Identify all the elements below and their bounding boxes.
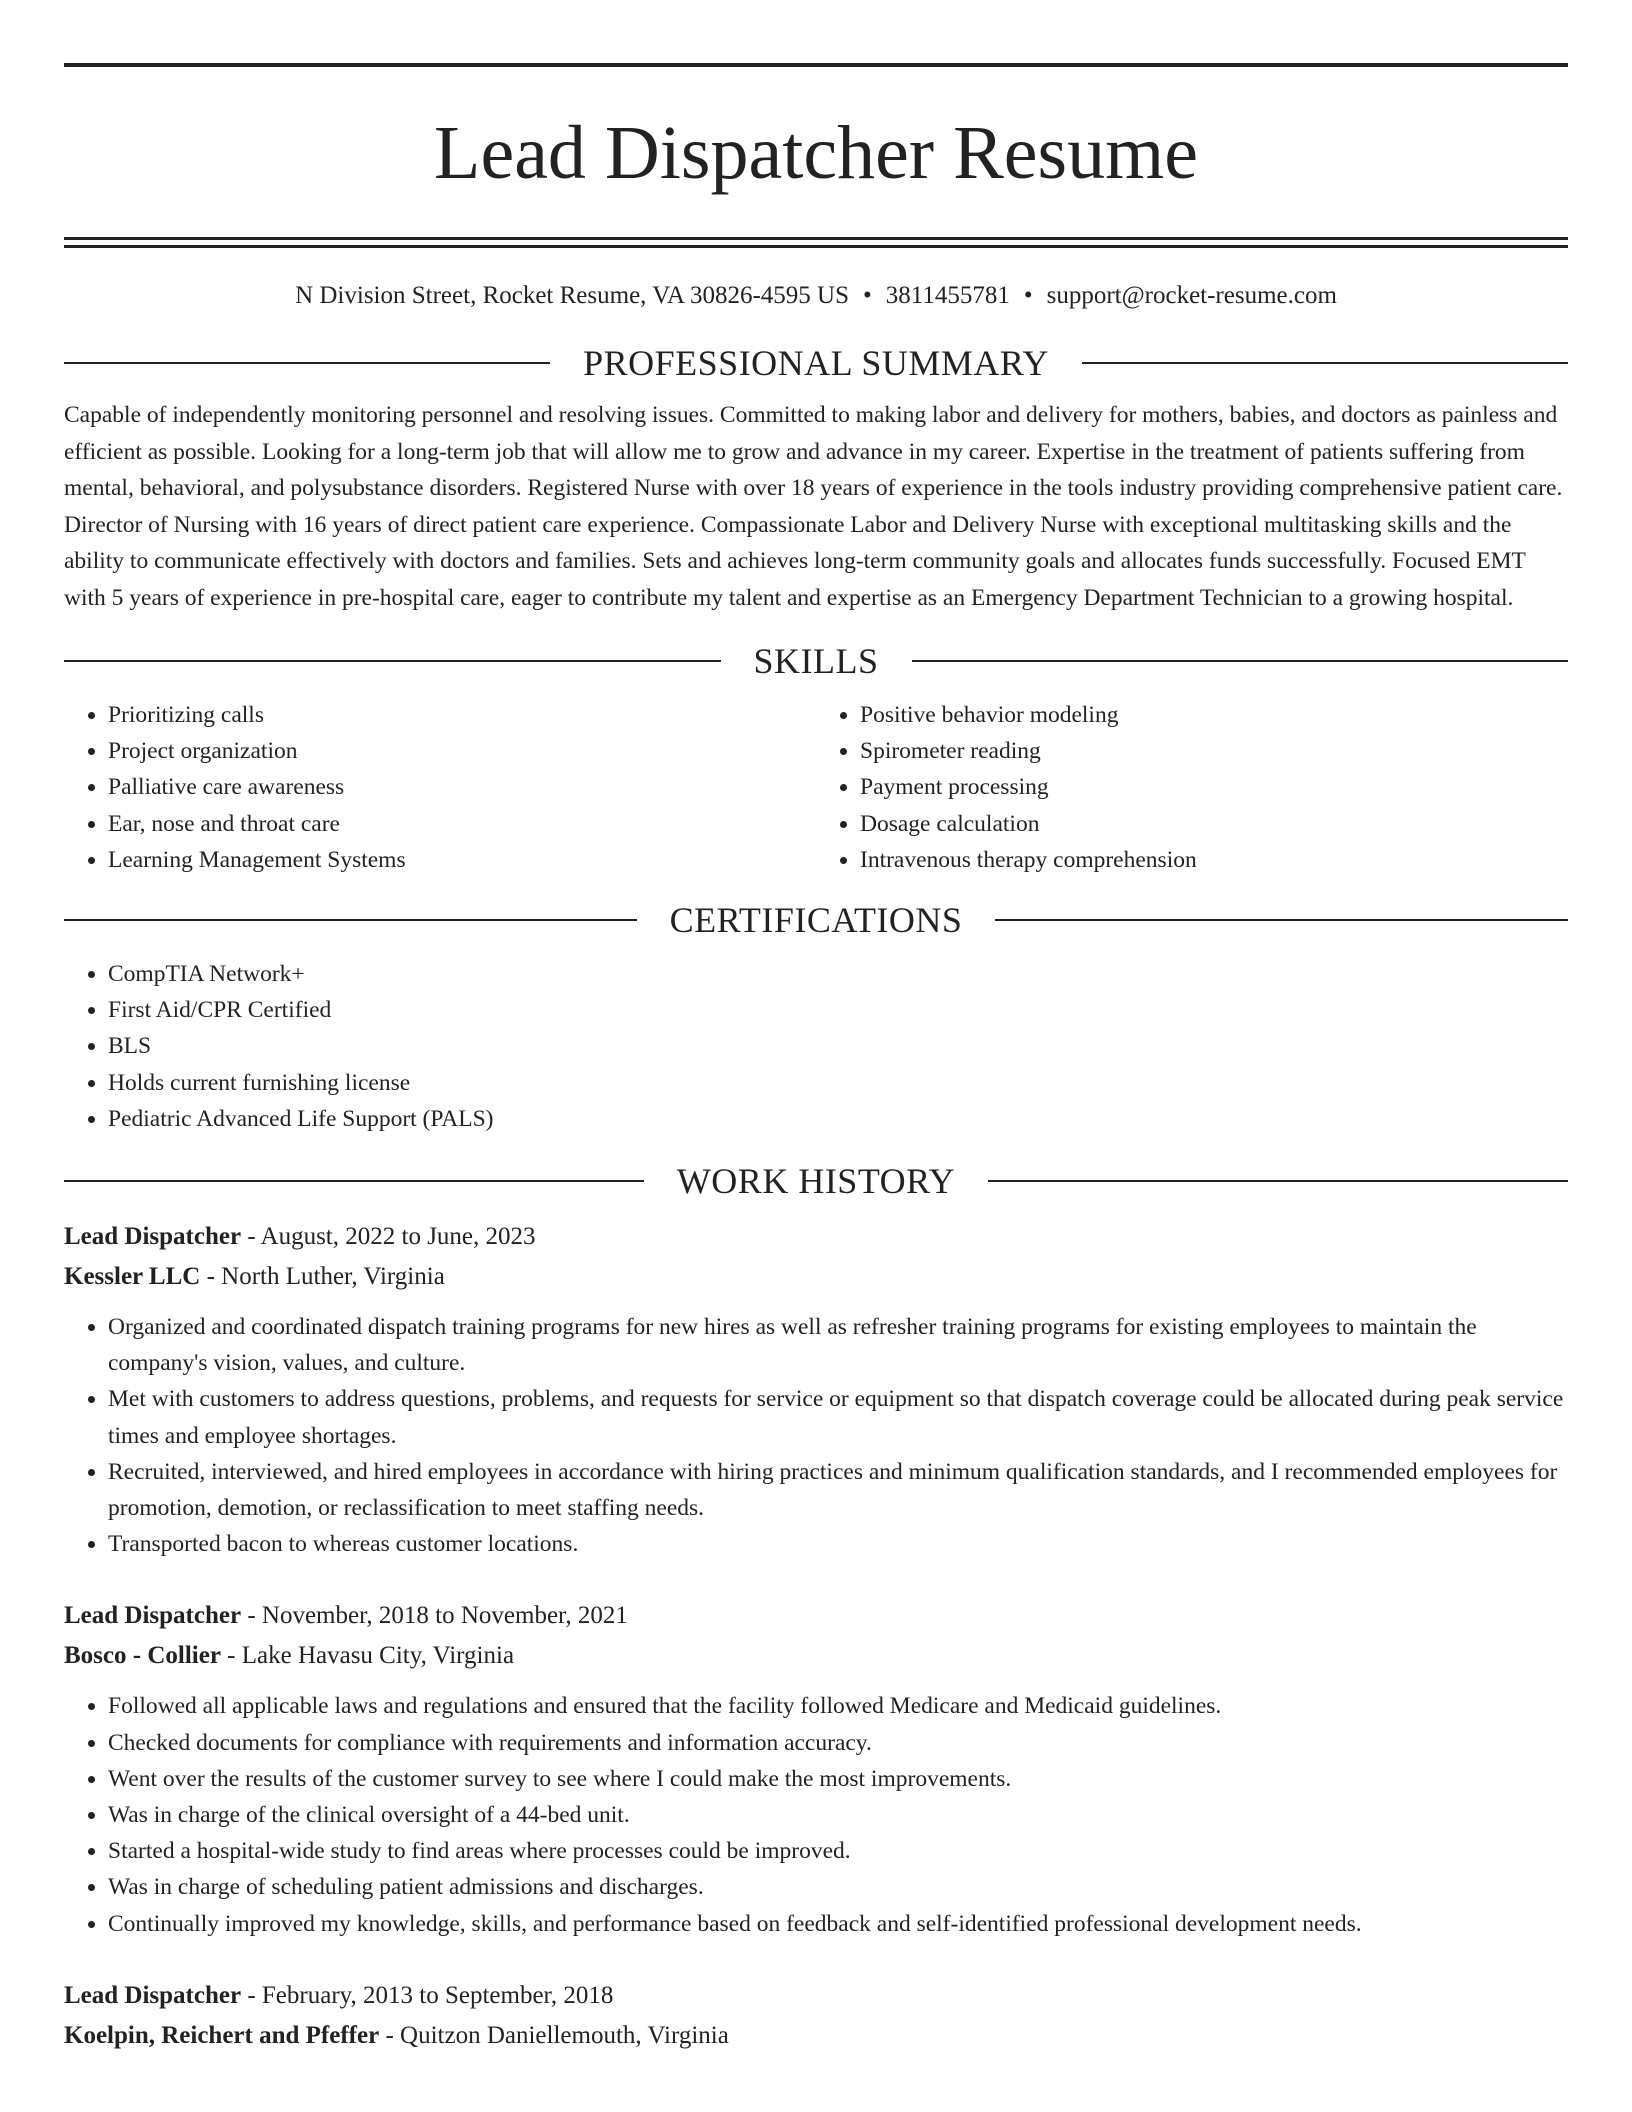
section-rule-right xyxy=(912,660,1569,662)
list-item: • Was in charge of the clinical oversight of a 44-bed unit. xyxy=(108,1797,1568,1833)
job-title-line xyxy=(64,1596,1568,1636)
job-location: - Lake Havasu City, Virginia xyxy=(220,1642,515,1670)
job-title: Lead Dispatcher xyxy=(64,1981,242,2009)
job-dates: - August, 2022 to June, 2023 xyxy=(241,1223,536,1251)
list-item: • CompTIA Network+ xyxy=(108,956,1568,992)
job-title-line xyxy=(64,1976,1568,2016)
resume-page xyxy=(64,0,1568,2056)
section-title: PROFESSIONAL SUMMARY xyxy=(583,343,1049,383)
list-item: • Continually improved my knowledge, skills, and performance based on feedback and self-identified professional development needs. xyxy=(108,1906,1568,1942)
section-rule-left xyxy=(64,1180,644,1182)
job-company: Kessler LLC xyxy=(64,1263,201,1291)
job-title: Lead Dispatcher xyxy=(64,1223,242,1251)
skills-column-right xyxy=(816,697,1568,878)
job-company-line xyxy=(64,1257,1568,1297)
contact-address: N Division Street, Rocket Resume, VA 30826-4595 US xyxy=(295,282,850,309)
job-entry xyxy=(64,1596,1568,1941)
job-dates: - February, 2013 to September, 2018 xyxy=(241,1981,614,2009)
job-company: Bosco - Collier xyxy=(64,1642,221,1670)
section-rule-right xyxy=(1082,362,1568,364)
list-item: • First Aid/CPR Certified xyxy=(108,992,1568,1028)
contact-email[interactable]: support@rocket-resume.com xyxy=(1046,282,1337,309)
list-item: • Learning Management Systems xyxy=(108,842,816,878)
section-header-work-history xyxy=(64,1159,1568,1203)
list-item: • Prioritizing calls xyxy=(108,697,816,733)
title-double-rule xyxy=(64,237,1568,248)
certifications-list xyxy=(64,956,1568,1137)
contact-separator: • xyxy=(863,282,872,309)
skills-list xyxy=(64,697,1568,878)
list-item: • Checked documents for compliance with requirements and information accuracy. xyxy=(108,1725,1568,1761)
section-header-skills xyxy=(64,639,1568,683)
list-item: • Transported bacon to whereas customer locations. xyxy=(108,1526,1568,1562)
job-location: - Quitzon Daniellemouth, Virginia xyxy=(379,2021,729,2049)
contact-phone: 3811455781 xyxy=(885,282,1010,309)
list-item: • Recruited, interviewed, and hired employees in accordance with hiring practices and minimum qualification standards, and I recommended employees for promotion, demotion, or reclassification to meet staffing needs. xyxy=(108,1454,1568,1526)
job-company: Koelpin, Reichert and Pfeffer xyxy=(64,2021,380,2049)
contact-separator: • xyxy=(1023,282,1033,309)
list-item: • Holds current furnishing license xyxy=(108,1065,1568,1101)
job-location: - North Luther, Virginia xyxy=(200,1263,445,1291)
job-bullets xyxy=(64,1309,1568,1562)
list-item: • Was in charge of scheduling patient admissions and discharges. xyxy=(108,1869,1568,1905)
resume-title: Lead Dispatcher Resume xyxy=(434,111,1198,195)
skills-column-left xyxy=(64,697,816,878)
job-company-line xyxy=(64,1636,1568,1676)
list-item: • Palliative care awareness xyxy=(108,769,816,805)
section-rule-right xyxy=(995,919,1568,921)
list-item: • Pediatric Advanced Life Support (PALS) xyxy=(108,1101,1568,1137)
section-rule-left xyxy=(64,362,550,364)
section-title: SKILLS xyxy=(753,641,879,681)
job-entry xyxy=(64,1217,1568,1562)
list-item: • Started a hospital-wide study to find areas where processes could be improved. xyxy=(108,1833,1568,1869)
list-item: • Payment processing xyxy=(860,769,1568,805)
job-title-line xyxy=(64,1217,1568,1257)
job-title: Lead Dispatcher xyxy=(64,1602,242,1630)
section-title: CERTIFICATIONS xyxy=(669,900,963,941)
list-item: • Went over the results of the customer survey to see where I could make the most improvements. xyxy=(108,1761,1568,1797)
job-entry xyxy=(64,1976,1568,2056)
list-item: • Project organization xyxy=(108,733,816,769)
list-item: • Followed all applicable laws and regulations and ensured that the facility followed Medicare and Medicaid guidelines. xyxy=(108,1688,1568,1724)
job-spacer xyxy=(64,1942,1568,1976)
section-rule-right xyxy=(988,1180,1568,1182)
list-item: • Ear, nose and throat care xyxy=(108,806,816,842)
summary-paragraph: Capable of independently monitoring personnel and resolving issues. Committed to making labor and delivery for mothers, babies, and doctors as painless and efficient as possible. Looking for a long-term job that will allow me to grow and advance in my career. Expertise in the treatment of patients suffering from mental, behavioral, and polysubstance disorders. Registered Nurse with over 18 years of experience in the tools industry providing comprehensive patient care. Director of Nursing with 16 years of direct patient care experience. Compassionate Labor and Delivery Nurse with exceptional multitasking skills and the ability to communicate effectively with doctors and families. Sets and achieves long-term community goals and allocates funds successfully. Focused EMT with 5 years of experience in pre-hospital care, eager to contribute my talent and expertise as an Emergency Department Technician to a growing hospital. xyxy=(64,402,1563,611)
top-rule xyxy=(64,63,1568,67)
list-item: • Positive behavior modeling xyxy=(860,697,1568,733)
list-item: • Dosage calculation xyxy=(860,806,1568,842)
contact-line xyxy=(64,279,1568,313)
list-item: • Met with customers to address questions, problems, and requests for service or equipment so that dispatch coverage could be allocated during peak service times and employee shortages. xyxy=(108,1381,1568,1453)
section-rule-left xyxy=(64,919,637,921)
list-item: • Organized and coordinated dispatch training programs for new hires as well as refresher training programs for existing employees to maintain the company's vision, values, and culture. xyxy=(108,1309,1568,1381)
job-spacer xyxy=(64,1562,1568,1596)
list-item: • Intravenous therapy comprehension xyxy=(860,842,1568,878)
job-bullets xyxy=(64,1688,1568,1941)
section-rule-left xyxy=(64,660,721,662)
section-title: WORK HISTORY xyxy=(676,1161,956,1202)
section-header-summary xyxy=(64,341,1568,385)
section-header-certifications xyxy=(64,898,1568,942)
job-company-line xyxy=(64,2016,1568,2056)
list-item: • Spirometer reading xyxy=(860,733,1568,769)
list-item: • BLS xyxy=(108,1028,1568,1064)
job-dates: - November, 2018 to November, 2021 xyxy=(241,1602,628,1630)
